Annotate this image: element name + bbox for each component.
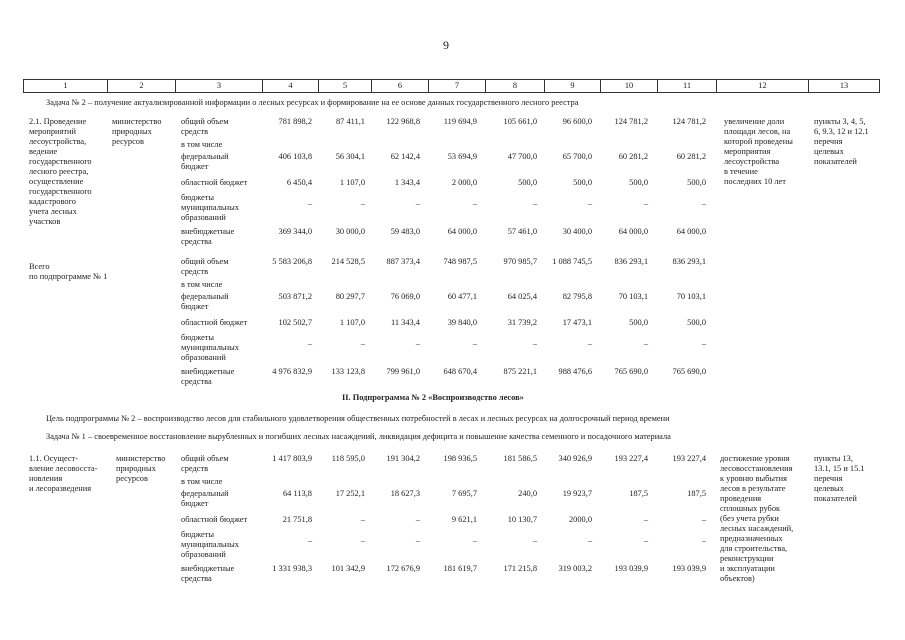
source-label-municipal: образований: [181, 353, 226, 362]
value-cell-regional: 39 840,0: [447, 318, 477, 327]
value-cell-regional: 1 107,0: [339, 318, 365, 327]
value-cell-total: 181 586,5: [503, 454, 537, 463]
value-cell-federal: 240,0: [518, 489, 537, 498]
value-cell-municipal: –: [643, 339, 648, 348]
subprogram-2-goal: Цель подпрограммы № 2 – воспроизводство лесов для стабильного удовлетворения общественных потребностей в лесах и лесных ресурсах на долгосрочный период времени: [46, 414, 670, 423]
expected-outcome: предназначенных: [720, 534, 783, 543]
measure-2-1-name: участков: [29, 217, 61, 226]
source-label-federal: федеральный: [181, 489, 229, 498]
source-label-municipal: муниципальных: [181, 203, 239, 212]
source-label-regional: областной бюджет: [181, 178, 248, 187]
value-cell-municipal: –: [360, 339, 365, 348]
value-cell-federal: 18 627,3: [390, 489, 420, 498]
value-cell-total: 193 227,4: [672, 454, 706, 463]
source-label-federal: бюджет: [181, 499, 209, 508]
value-cell-federal: 62 142,4: [390, 152, 420, 161]
header-cell: 13: [808, 80, 880, 92]
source-label-extrabudgetary: внебюджетные: [181, 367, 235, 376]
value-cell-extrabudgetary: 64 000,0: [676, 227, 706, 236]
header-cell: 9: [544, 80, 600, 92]
value-cell-federal: 60 281,2: [618, 152, 648, 161]
subprogram-2-title: II. Подпрограмма № 2 «Воспроизводство лесов»: [342, 393, 524, 402]
value-cell-extrabudgetary: 988 476,6: [558, 367, 592, 376]
value-cell-total: 1 088 745,5: [552, 257, 592, 266]
value-cell-extrabudgetary: 30 000,0: [335, 227, 365, 236]
value-cell-regional: –: [360, 515, 365, 524]
header-cell: 12: [716, 80, 808, 92]
executor-name: природных: [112, 127, 152, 136]
value-cell-total: 118 595,0: [331, 454, 365, 463]
value-cell-total: 887 373,4: [386, 257, 420, 266]
header-cell: 5: [318, 80, 371, 92]
source-label-federal: федеральный: [181, 152, 229, 161]
value-cell-extrabudgetary: 181 619,7: [443, 564, 477, 573]
value-cell-federal: 70 103,1: [676, 292, 706, 301]
value-cell-federal: 17 252,1: [335, 489, 365, 498]
value-cell-total: 87 411,1: [335, 117, 365, 126]
value-cell-regional: 2000,0: [568, 515, 592, 524]
measure-2-1-name: государственного: [29, 187, 92, 196]
value-cell-total: 124 781,2: [614, 117, 648, 126]
value-cell-municipal: –: [415, 536, 420, 545]
task-2-heading: Задача № 2 – получение актуализированной информации о лесных ресурсах и формирование на ее основе данных государственного лесного реестра: [46, 98, 579, 107]
value-cell-municipal: –: [360, 536, 365, 545]
source-label-including: в том числе: [181, 140, 223, 149]
value-cell-municipal: –: [307, 199, 312, 208]
value-cell-extrabudgetary: 875 221,1: [503, 367, 537, 376]
value-cell-municipal: –: [701, 339, 706, 348]
value-cell-regional: 500,0: [629, 318, 648, 327]
source-label-municipal: образований: [181, 550, 226, 559]
value-cell-total: 191 304,2: [386, 454, 420, 463]
header-cell: 4: [262, 80, 318, 92]
value-cell-federal: 503 871,2: [278, 292, 312, 301]
table-header-row: [23, 79, 880, 93]
value-cell-federal: 60 477,1: [447, 292, 477, 301]
expected-outcome: лесовосстановления: [720, 464, 793, 473]
value-cell-regional: 102 502,7: [278, 318, 312, 327]
source-label-municipal: бюджеты: [181, 193, 215, 202]
expected-outcome: лесных насаждений,: [720, 524, 794, 533]
value-cell-extrabudgetary: 59 483,0: [390, 227, 420, 236]
measure-2-1-name: учета лесных: [29, 207, 77, 216]
target-indicator-reference: целевых: [814, 484, 844, 493]
value-cell-federal: 60 281,2: [676, 152, 706, 161]
source-label-total: средств: [181, 267, 209, 276]
value-cell-municipal: –: [587, 199, 592, 208]
source-label-municipal: муниципальных: [181, 343, 239, 352]
value-cell-total: 193 227,4: [614, 454, 648, 463]
expected-outcome: (без учета рубки: [720, 514, 779, 523]
value-cell-total: 5 583 206,8: [272, 257, 312, 266]
value-cell-regional: 500,0: [573, 178, 592, 187]
target-indicator-reference: показателей: [814, 494, 857, 503]
executor-name: природных: [116, 464, 156, 473]
value-cell-extrabudgetary: 172 676,9: [386, 564, 420, 573]
value-cell-municipal: –: [472, 199, 477, 208]
header-cell: 2: [107, 80, 175, 92]
value-cell-regional: 500,0: [518, 178, 537, 187]
expected-outcome: в течение: [724, 167, 758, 176]
target-indicator-reference: целевых: [814, 147, 844, 156]
source-label-extrabudgetary: средства: [181, 574, 212, 583]
source-label-municipal: муниципальных: [181, 540, 239, 549]
measure-1-1-name: и лесоразведения: [29, 484, 92, 493]
value-cell-municipal: –: [532, 339, 537, 348]
value-cell-municipal: –: [532, 536, 537, 545]
target-indicator-reference: перечня: [814, 474, 843, 483]
source-label-including: в том числе: [181, 280, 223, 289]
executor-name: министерство: [112, 117, 162, 126]
value-cell-regional: 31 739,2: [507, 318, 537, 327]
value-cell-federal: 76 069,0: [390, 292, 420, 301]
target-indicator-reference: 6, 9.3, 12 и 12.1: [814, 127, 869, 136]
source-label-total: общий объем: [181, 257, 229, 266]
value-cell-municipal: –: [307, 339, 312, 348]
value-cell-regional: –: [643, 515, 648, 524]
value-cell-federal: 53 694,9: [447, 152, 477, 161]
measure-2-1-name: 2.1. Проведение: [29, 117, 87, 126]
header-cell: 3: [175, 80, 262, 92]
expected-outcome: мероприятия: [724, 147, 771, 156]
value-cell-municipal: –: [415, 339, 420, 348]
value-cell-total: 124 781,2: [672, 117, 706, 126]
measure-2-1-name: государственного: [29, 157, 92, 166]
value-cell-regional: –: [415, 515, 420, 524]
value-cell-extrabudgetary: 319 003,2: [558, 564, 592, 573]
value-cell-municipal: –: [360, 199, 365, 208]
expected-outcome: последних 10 лет: [724, 177, 786, 186]
source-label-total: общий объем: [181, 454, 229, 463]
value-cell-municipal: –: [587, 536, 592, 545]
value-cell-total: 122 968,8: [386, 117, 420, 126]
source-label-total: средств: [181, 464, 209, 473]
source-label-federal: бюджет: [181, 162, 209, 171]
source-label-regional: областной бюджет: [181, 515, 248, 524]
value-cell-regional: 10 130,7: [507, 515, 537, 524]
source-label-extrabudgetary: средства: [181, 377, 212, 386]
value-cell-total: 214 528,5: [331, 257, 365, 266]
value-cell-extrabudgetary: 64 000,0: [618, 227, 648, 236]
value-cell-regional: 17 473,1: [562, 318, 592, 327]
value-cell-regional: 1 107,0: [339, 178, 365, 187]
target-indicator-reference: показателей: [814, 157, 857, 166]
value-cell-municipal: –: [472, 339, 477, 348]
value-cell-extrabudgetary: 648 670,4: [443, 367, 477, 376]
value-cell-regional: 1 343,4: [394, 178, 420, 187]
subprogram-1-total-label: по подпрограмме № 1: [29, 272, 108, 281]
expected-outcome: лесоустройства: [724, 157, 780, 166]
expected-outcome: сплошных рубок: [720, 504, 781, 513]
target-indicator-reference: 13.1, 15 и 15.1: [814, 464, 865, 473]
value-cell-extrabudgetary: 765 690,0: [614, 367, 648, 376]
value-cell-municipal: –: [532, 199, 537, 208]
value-cell-municipal: –: [701, 199, 706, 208]
expected-outcome: проведения: [720, 494, 762, 503]
subprogram-2-task-1-heading: Задача № 1 – своевременное восстановление вырубленных и погибших лесных насаждений, ликвидация дефицита и повышение качества семенного и посадочного материала: [46, 432, 671, 441]
target-indicator-reference: перечня: [814, 137, 843, 146]
value-cell-total: 748 987,5: [443, 257, 477, 266]
expected-outcome: площади лесов, на: [724, 127, 791, 136]
value-cell-regional: 2 000,0: [451, 178, 477, 187]
value-cell-regional: –: [701, 515, 706, 524]
value-cell-federal: 65 700,0: [562, 152, 592, 161]
measure-2-1-name: осуществление: [29, 177, 84, 186]
value-cell-total: 836 293,1: [672, 257, 706, 266]
measure-1-1-name: новления: [29, 474, 63, 483]
value-cell-federal: 47 700,0: [507, 152, 537, 161]
value-cell-federal: 19 923,7: [562, 489, 592, 498]
source-label-extrabudgetary: средства: [181, 237, 212, 246]
value-cell-regional: 6 450,4: [286, 178, 312, 187]
source-label-regional: областной бюджет: [181, 318, 248, 327]
measure-2-1-name: ведение: [29, 147, 58, 156]
source-label-total: средств: [181, 127, 209, 136]
value-cell-extrabudgetary: 171 215,8: [503, 564, 537, 573]
value-cell-total: 96 600,0: [562, 117, 592, 126]
value-cell-regional: 9 621,1: [451, 515, 477, 524]
source-label-extrabudgetary: внебюджетные: [181, 564, 235, 573]
subprogram-1-total-label: Всего: [29, 262, 50, 271]
value-cell-municipal: –: [472, 536, 477, 545]
source-label-federal: федеральный: [181, 292, 229, 301]
header-cell: 11: [657, 80, 716, 92]
value-cell-extrabudgetary: 799 961,0: [386, 367, 420, 376]
value-cell-federal: 64 113,8: [282, 489, 312, 498]
value-cell-federal: 56 304,1: [335, 152, 365, 161]
target-indicator-reference: пункты 3, 4, 5,: [814, 117, 866, 126]
source-label-extrabudgetary: внебюджетные: [181, 227, 235, 236]
value-cell-federal: 406 103,8: [278, 152, 312, 161]
source-label-municipal: бюджеты: [181, 530, 215, 539]
expected-outcome: объектов): [720, 574, 755, 583]
value-cell-extrabudgetary: 64 000,0: [447, 227, 477, 236]
value-cell-total: 105 661,0: [503, 117, 537, 126]
expected-outcome: для строительства,: [720, 544, 788, 553]
value-cell-federal: 70 103,1: [618, 292, 648, 301]
value-cell-extrabudgetary: 193 039,9: [672, 564, 706, 573]
value-cell-municipal: –: [415, 199, 420, 208]
source-label-total: общий объем: [181, 117, 229, 126]
value-cell-total: 119 694,9: [443, 117, 477, 126]
value-cell-federal: 64 025,4: [507, 292, 537, 301]
header-cell: 7: [428, 80, 485, 92]
value-cell-total: 198 936,5: [443, 454, 477, 463]
measure-1-1-name: 1.1. Осущест-: [29, 454, 79, 463]
page-number: 9: [443, 38, 449, 52]
header-cell: 6: [371, 80, 428, 92]
expected-outcome: которой проведены: [724, 137, 793, 146]
expected-outcome: реконструкции: [720, 554, 774, 563]
expected-outcome: к уровню выбытия: [720, 474, 787, 483]
value-cell-extrabudgetary: 30 400,0: [562, 227, 592, 236]
target-indicator-reference: пункты 13,: [814, 454, 853, 463]
expected-outcome: лесов в результате: [720, 484, 786, 493]
value-cell-extrabudgetary: 1 331 938,3: [272, 564, 312, 573]
expected-outcome: увеличение доли: [724, 117, 785, 126]
value-cell-municipal: –: [643, 536, 648, 545]
value-cell-total: 340 926,9: [558, 454, 592, 463]
value-cell-municipal: –: [587, 339, 592, 348]
measure-1-1-name: вление лесовосста-: [29, 464, 98, 473]
source-label-municipal: образований: [181, 213, 226, 222]
value-cell-regional: 500,0: [629, 178, 648, 187]
value-cell-regional: 500,0: [687, 318, 706, 327]
value-cell-federal: 82 795,8: [562, 292, 592, 301]
measure-2-1-name: лесного реестра,: [29, 167, 89, 176]
value-cell-regional: 500,0: [687, 178, 706, 187]
value-cell-extrabudgetary: 57 461,0: [507, 227, 537, 236]
value-cell-regional: 21 751,8: [282, 515, 312, 524]
header-cell: 8: [485, 80, 544, 92]
value-cell-extrabudgetary: 133 123,8: [331, 367, 365, 376]
expected-outcome: достижение уровня: [720, 454, 790, 463]
source-label-municipal: бюджеты: [181, 333, 215, 342]
value-cell-federal: 187,5: [687, 489, 706, 498]
expected-outcome: и эксплуатации: [720, 564, 775, 573]
value-cell-municipal: –: [643, 199, 648, 208]
value-cell-total: 836 293,1: [614, 257, 648, 266]
measure-2-1-name: кадастрового: [29, 197, 76, 206]
value-cell-municipal: –: [701, 536, 706, 545]
measure-2-1-name: мероприятий: [29, 127, 77, 136]
value-cell-regional: 11 343,4: [390, 318, 420, 327]
value-cell-total: 970 985,7: [503, 257, 537, 266]
measure-2-1-name: лесоустройства,: [29, 137, 87, 146]
value-cell-extrabudgetary: 101 342,9: [331, 564, 365, 573]
source-label-federal: бюджет: [181, 302, 209, 311]
executor-name: ресурсов: [116, 474, 148, 483]
source-label-including: в том числе: [181, 477, 223, 486]
value-cell-extrabudgetary: 765 690,0: [672, 367, 706, 376]
executor-name: министерство: [116, 454, 166, 463]
value-cell-federal: 80 297,7: [335, 292, 365, 301]
executor-name: ресурсов: [112, 137, 144, 146]
header-cell: 10: [600, 80, 657, 92]
value-cell-extrabudgetary: 193 039,9: [614, 564, 648, 573]
value-cell-total: 1 417 803,9: [272, 454, 312, 463]
header-cell: 1: [23, 80, 107, 92]
value-cell-extrabudgetary: 4 976 832,9: [272, 367, 312, 376]
value-cell-federal: 7 695,7: [451, 489, 477, 498]
value-cell-municipal: –: [307, 536, 312, 545]
value-cell-total: 781 898,2: [278, 117, 312, 126]
value-cell-federal: 187,5: [629, 489, 648, 498]
value-cell-extrabudgetary: 369 344,0: [278, 227, 312, 236]
